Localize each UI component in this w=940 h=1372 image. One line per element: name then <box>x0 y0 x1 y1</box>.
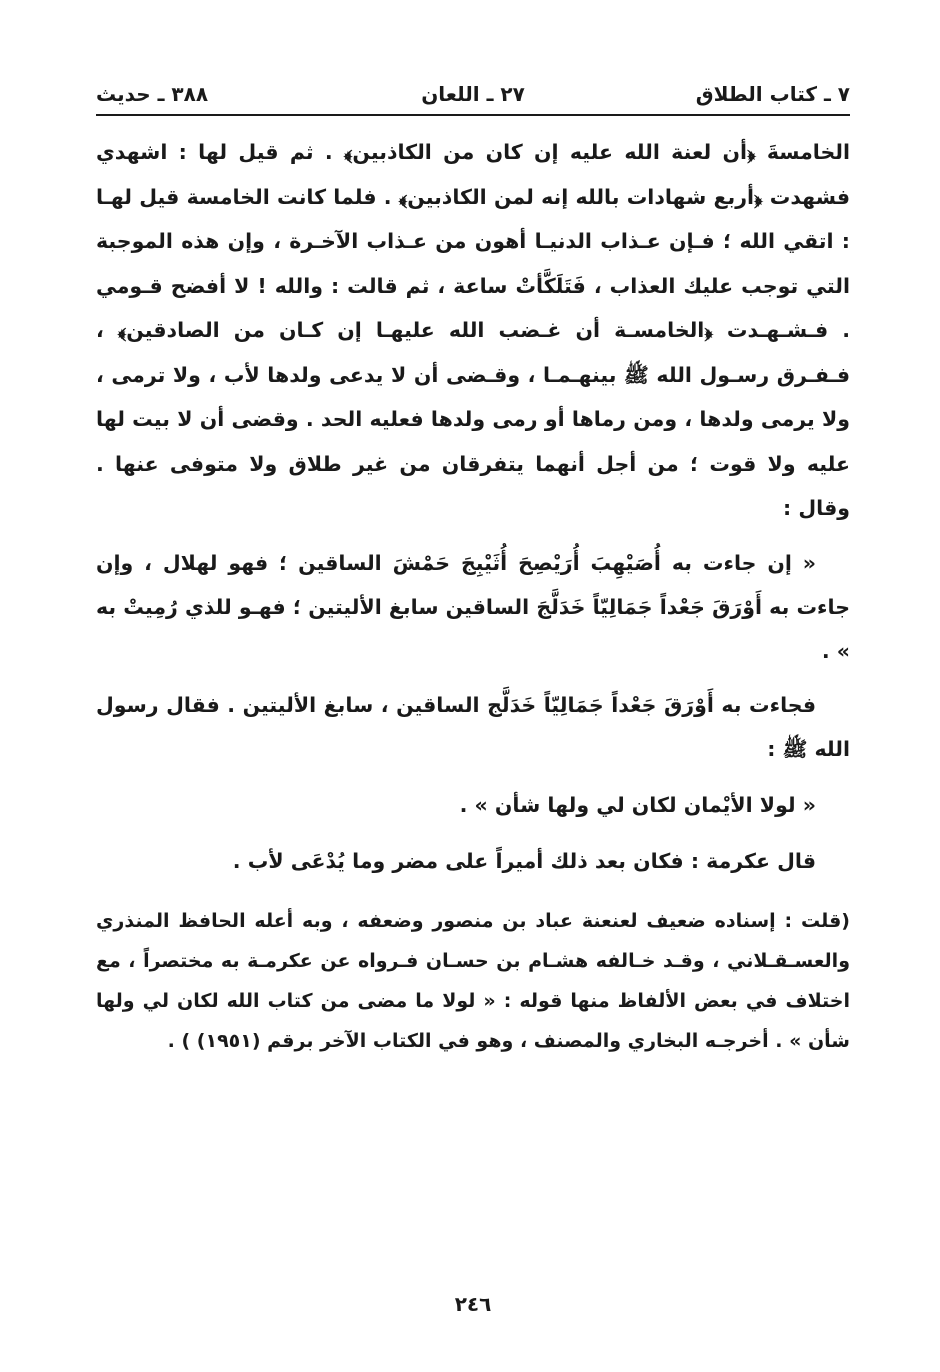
body-paragraph-2: فجاءت به أَوْرَقَ جَعْداً جَمَالِيّاً خَدَلَّج الساقين ، سابغ الأليتين . فقال رسول الله ﷺ : <box>96 692 850 761</box>
editor-note: (قلت : إسناده ضعيف لعنعنة عباد بن منصور وضعفه ، وبه أعله الحافظ المنذري والعسـقـلاني ، وقـد خـالفه هشـام بن حسـان فـرواه عن عكرمـة به مختصراً ، مع اختلاف في بعض الألفاظ منها قوله : « لولا ما مضى من كتاب الله لكان لي ولها شأن » . أخرجـه البخاري والمصنف ، وهو في الكتاب الآخر برقم (١٩٥١) ) . <box>96 909 850 1052</box>
header-book-title: ٧ ـ كتاب الطلاق <box>695 82 850 106</box>
body-paragraph-1: الخامسةَ ﴿أن لعنة الله عليه إن كان من الكاذبين﴾ . ثم قيل لها : اشهدي فشهدت ﴿أربع شهادات بالله إنه لمن الكاذبين﴾ . فلما كانت الخامسة قيل لهـا : اتقي الله ؛ فـإن عـذاب الدنيـا أهون من عـذاب الآخـرة ، وإن هذه الموجبة التي توجب عليك العذاب ، فَتَلَكَّأتْ ساعة ، ثم قالت : والله ! لا أفضح قـومي . فـشـهـدت ﴿الخامسـة أن غـضب الله عليهـا إن كـان من الصادقين﴾ ، فـفـرق رسـول الله ﷺ بينهـمـا ، وقـضى أن لا يدعى ولدها لأب ، ولا ترمى ، ولا يرمى ولدها ، ومن رماها أو رمى ولدها فعليه الحد . وقضى أن لا بيت لها عليه ولا قوت ؛ من أجل أنهما يتفرقان من غير طلاق ولا متوفى عنها . وقال : <box>96 140 850 520</box>
running-header <box>96 60 850 114</box>
header-hadith-number: ٣٨٨ ـ حديث <box>96 82 209 106</box>
header-divider <box>96 114 850 116</box>
page-number: ٢٤٦ <box>454 1292 492 1316</box>
prophetic-quote-2: « لولا الأيْمان لكان لي ولها شأن » . <box>459 792 816 817</box>
book-page <box>96 60 850 1350</box>
body-paragraph-3: قال عكرمة : فكان بعد ذلك أميراً على مضر وما يُدْعَى لأب . <box>232 848 816 873</box>
header-chapter-title: ٢٧ ـ اللعان <box>421 82 525 106</box>
prophetic-quote-1: « إن جاءت به أُصَيْهِبَ أُرَيْصِحَ أُثَيْبِجَ حَمْشَ الساقين ؛ فهو لهلال ، وإن جاءت به أَوْرَقَ جَعْداً جَمَالِيّاً خَدَلَّجَ الساقين سابغ الأليتين ؛ فهـو للذي رُمِيتْ به » . <box>96 550 850 663</box>
